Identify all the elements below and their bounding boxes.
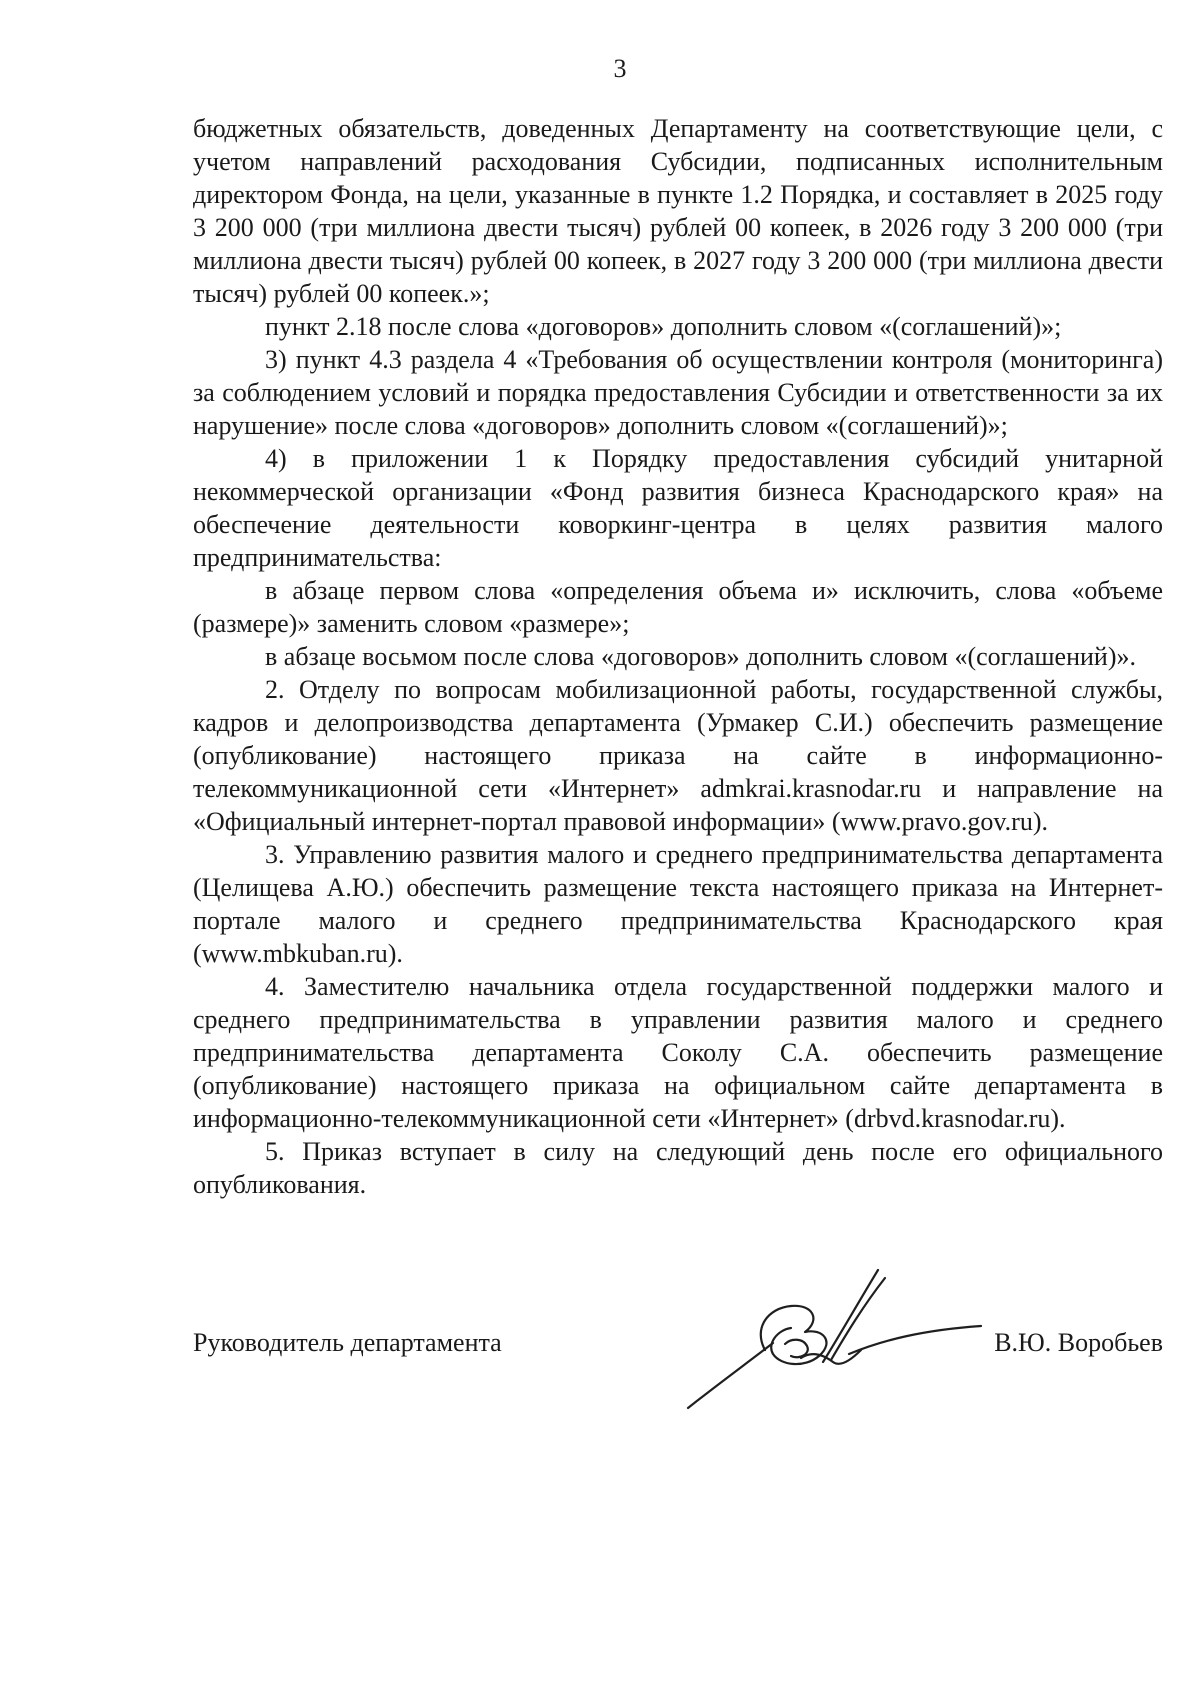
signatory-name: В.Ю. Воробьев — [994, 1328, 1163, 1357]
paragraph-item-3: 3) пункт 4.3 раздела 4 «Требования об осуществлении контроля (мониторинга) за соблюдением условий и порядка предоставления Субсидии и ответственности за их нарушение» после слова «договоров» дополнить словом «(соглашений)»; — [193, 345, 1163, 440]
document-body — [193, 112, 1163, 1201]
paragraph-item-2-18: пункт 2.18 после слова «договоров» дополнить словом «(соглашений)»; — [265, 312, 1062, 341]
paragraph-budget-continuation: бюджетных обязательств, доведенных Департаменту на соответствующие цели, с учетом направлений расходования Субсидии, подписанных исполнительным директором Фонда, на цели, указанные в пункте 1.2 Порядка, и составляет в 2025 году 3 200 000 (три миллиона двести тысяч) рублей 00 копеек, в 2026 году 3 200 000 (три миллиона двести тысяч) рублей 00 копеек, в 2027 году 3 200 000 (три миллиона двести тысяч) рублей 00 копеек.»; — [193, 114, 1163, 308]
page-number: 3 — [613, 54, 627, 83]
paragraph-abzac-8: в абзаце восьмом после слова «договоров» дополнить словом «(соглашений)». — [265, 642, 1136, 671]
signature-block — [193, 1320, 1163, 1440]
paragraph-clause-3: 3. Управлению развития малого и среднего предпринимательства департамента (Целищева А.Ю.) обеспечить размещение текста настоящего приказа на Интернет-портале малого и среднего предпринимательства Краснодарского края (www.mbkuban.ru). — [193, 840, 1163, 968]
paragraph-clause-5: 5. Приказ вступает в силу на следующий день после его официального опубликования. — [193, 1137, 1163, 1199]
paragraph-item-4: 4) в приложении 1 к Порядку предоставления субсидий унитарной некоммерческой организации «Фонд развития бизнеса Краснодарского края» на обеспечение деятельности коворкинг-центра в целях развития малого предпринимательства: — [193, 444, 1163, 572]
signatory-position: Руководитель департамента — [193, 1328, 502, 1357]
paragraph-clause-2: 2. Отделу по вопросам мобилизационной работы, государственной службы, кадров и делопроизводства департамента (Урмакер С.И.) обеспечить размещение (опубликование) настоящего приказа на сайте в информационно-телекоммуникационной сети «Интернет» admkrai.krasnodar.ru и направление на «Официальный интернет-портал правовой информации» (www.pravo.gov.ru). — [193, 675, 1163, 836]
paragraph-abzac-1: в абзаце первом слова «определения объема и» исключить, слова «объеме (размере)» заменить словом «размере»; — [193, 576, 1163, 638]
paragraph-clause-4: 4. Заместителю начальника отдела государственной поддержки малого и среднего предпринимательства в управлении развития малого и среднего предпринимательства департамента Соколу С.А. обеспечить размещение (опубликование) настоящего приказа на официальном сайте департамента в информационно-телекоммуникационной сети «Интернет» (drbvd.krasnodar.ru). — [193, 972, 1163, 1133]
handwritten-signature — [673, 1258, 983, 1418]
